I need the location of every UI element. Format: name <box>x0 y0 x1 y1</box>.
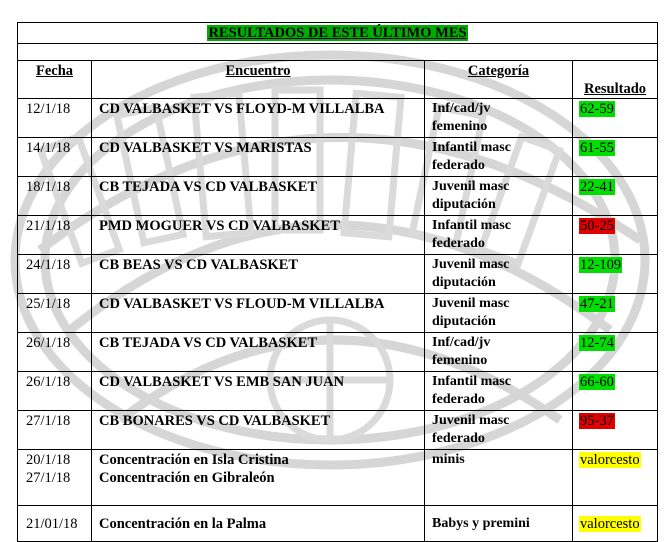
results-table <box>17 22 658 542</box>
table-row <box>18 138 658 177</box>
category-line: Juvenil masc <box>432 257 510 272</box>
header-encuentro: Encuentro <box>92 61 425 99</box>
result-badge: 62-59 <box>580 101 614 117</box>
table-row <box>18 99 658 138</box>
category-line: federado <box>432 431 485 446</box>
category-line: Infantil masc <box>432 140 511 155</box>
result-badge: 61-55 <box>580 140 614 156</box>
category-cell <box>425 216 573 255</box>
table-row <box>18 294 658 333</box>
category-cell <box>425 99 573 138</box>
category-cell <box>425 177 573 216</box>
result-cell <box>573 177 658 216</box>
category-line: Juvenil masc <box>432 413 510 428</box>
category-cell <box>425 411 573 450</box>
category-line: Juvenil masc <box>432 296 510 311</box>
category-line: diputación <box>432 197 496 212</box>
result-badge: 50-25 <box>580 218 614 234</box>
match-cell: PMD MOGUER VS CD VALBASKET <box>92 216 425 255</box>
category-line: Juvenil masc <box>432 179 510 194</box>
date-line: 27/1/18 <box>26 470 71 486</box>
category-cell <box>425 333 573 372</box>
match-cell: CB TEJADA VS CD VALBASKET <box>92 333 425 372</box>
category-line: federado <box>432 392 485 407</box>
header-fecha: Fecha <box>18 61 92 99</box>
results-document <box>17 22 657 542</box>
result-badge: 47-21 <box>580 296 614 312</box>
category-cell <box>425 255 573 294</box>
match-cell: CB BONARES VS CD VALBASKET <box>92 411 425 450</box>
table-row <box>18 506 658 542</box>
category-line: diputación <box>432 314 496 329</box>
result-cell <box>573 450 658 506</box>
category-line: Infantil masc <box>432 218 511 233</box>
date-cell: 14/1/18 <box>18 138 92 177</box>
date-cell: 27/1/18 <box>18 411 92 450</box>
table-row <box>18 411 658 450</box>
match-cell: CB BEAS VS CD VALBASKET <box>92 255 425 294</box>
match-cell: CD VALBASKET VS FLOYD-M VILLALBA <box>92 99 425 138</box>
result-cell <box>573 255 658 294</box>
table-row <box>18 255 658 294</box>
result-cell <box>573 138 658 177</box>
category-line: Inf/cad/jv <box>432 335 491 350</box>
date-cell: 21/1/18 <box>18 216 92 255</box>
spacer-row <box>18 44 658 61</box>
result-badge: 95-37 <box>580 413 614 429</box>
table-row <box>18 177 658 216</box>
result-cell <box>573 411 658 450</box>
result-badge: 66-60 <box>580 374 614 390</box>
result-cell <box>573 99 658 138</box>
category-cell <box>425 138 573 177</box>
category-line: Infantil masc <box>432 374 511 389</box>
header-row <box>18 61 658 99</box>
result-badge: 12-109 <box>580 257 622 273</box>
date-cell: 26/1/18 <box>18 333 92 372</box>
date-cell: 25/1/18 <box>18 294 92 333</box>
result-cell <box>573 216 658 255</box>
category-cell <box>425 294 573 333</box>
category-cell <box>425 372 573 411</box>
date-cell: 12/1/18 <box>18 99 92 138</box>
date-cell: 21/01/18 <box>18 506 92 542</box>
category-line: Inf/cad/jv <box>432 101 491 116</box>
table-row <box>18 333 658 372</box>
result-cell <box>573 372 658 411</box>
date-cell: 26/1/18 <box>18 372 92 411</box>
date-line: 20/1/18 <box>26 452 71 468</box>
category-line: femenino <box>432 119 488 134</box>
table-row <box>18 372 658 411</box>
table-row <box>18 216 658 255</box>
category-cell: Babys y premini <box>425 506 573 542</box>
table-row <box>18 450 658 506</box>
match-cell: CD VALBASKET VS FLOUD-M VILLALBA <box>92 294 425 333</box>
category-line: femenino <box>432 353 488 368</box>
result-cell <box>573 506 658 542</box>
result-cell <box>573 294 658 333</box>
result-badge: 12-74 <box>580 335 614 351</box>
match-cell: CD VALBASKET VS MARISTAS <box>92 138 425 177</box>
match-cell: CB TEJADA VS CD VALBASKET <box>92 177 425 216</box>
result-badge: 22-41 <box>580 179 614 195</box>
match-cell <box>92 450 425 506</box>
match-line: Concentración en Gibraleón <box>99 470 275 486</box>
result-badge: valorcesto <box>580 515 640 532</box>
match-cell: Concentración en la Palma <box>92 506 425 542</box>
date-cell <box>18 450 92 506</box>
category-line: federado <box>432 236 485 251</box>
table-title: RESULTADOS DE ESTE ÚLTIMO MES <box>208 25 467 41</box>
category-line: federado <box>432 158 485 173</box>
category-cell: minis <box>425 450 573 506</box>
match-line: Concentración en Isla Cristina <box>99 452 289 468</box>
date-cell: 24/1/18 <box>18 255 92 294</box>
match-cell: CD VALBASKET VS EMB SAN JUAN <box>92 372 425 411</box>
header-categoria: Categoría <box>425 61 573 99</box>
category-line: diputación <box>432 275 496 290</box>
result-badge: valorcesto <box>580 452 640 468</box>
result-cell <box>573 333 658 372</box>
date-cell: 18/1/18 <box>18 177 92 216</box>
header-resultado: Resultado <box>573 61 658 99</box>
table-title-cell <box>18 23 658 44</box>
